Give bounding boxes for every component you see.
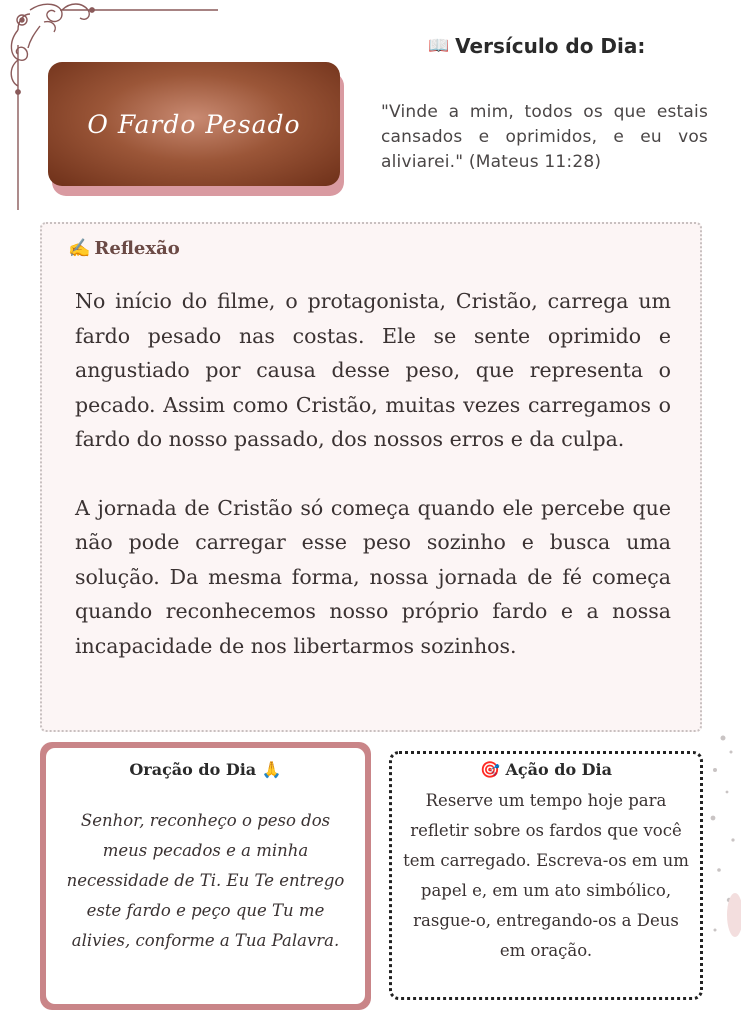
sparkle-decoration-icon	[705, 730, 741, 960]
reflexao-paragraph-1: No início do filme, o protagonista, Cristão, carrega um fardo pesado nas costas. Ele se sente oprimido e angustiado por causa desse peso, que representa o pecado. Assim como Cristão, muitas vezes carregamos o fardo do nosso passado, dos nossos erros e da culpa.	[75, 289, 671, 451]
oracao-heading-label: Oração do Dia	[129, 760, 257, 779]
acao-heading-label: Ação do Dia	[505, 760, 612, 779]
reflexao-paragraph-2: A jornada de Cristão só começa quando ele percebe que não pode carregar esse peso sozinho e busca uma solução. Da mesma forma, nossa jornada de fé começa quando reconhecemos nosso próprio fardo e a nossa incapacidade de nos libertarmos sozinhos.	[75, 495, 671, 658]
oracao-section	[40, 742, 371, 1010]
page-title: O Fardo Pesado	[87, 109, 301, 139]
writing-hand-icon: ✍️	[68, 238, 91, 259]
reflexao-section	[40, 222, 702, 732]
open-book-icon: 📖	[428, 36, 450, 56]
acao-text: Reserve um tempo hoje para refletir sobre os fardos que você tem carregado. Escreva-os em um papel e, em um ato simbólico, rasgue-o, entregando-os a Deus em oração.	[403, 791, 689, 960]
praying-hands-icon: 🙏	[261, 760, 282, 779]
oracao-text: Senhor, reconheço o peso dos meus pecados e a minha necessidade de Ti. Eu Te entrego este fardo e peço que Tu me alivies, conforme a Tua Palavra.	[66, 811, 345, 950]
acao-heading	[392, 760, 700, 779]
verse-heading	[428, 34, 728, 58]
reflexao-heading-label: Reflexão	[94, 238, 180, 259]
reflexao-heading	[68, 238, 180, 259]
reflexao-body	[75, 284, 671, 697]
verse-heading-label: Versículo do Dia:	[455, 34, 646, 58]
oracao-card	[46, 748, 365, 1004]
verse-text: "Vinde a mim, todos os que estais cansados e oprimidos, e eu vos aliviarei." (Mateus 11:28)	[381, 102, 708, 172]
title-plate	[48, 62, 340, 186]
acao-section	[389, 751, 703, 1000]
oracao-heading	[46, 760, 365, 779]
target-icon: 🎯	[479, 760, 500, 779]
